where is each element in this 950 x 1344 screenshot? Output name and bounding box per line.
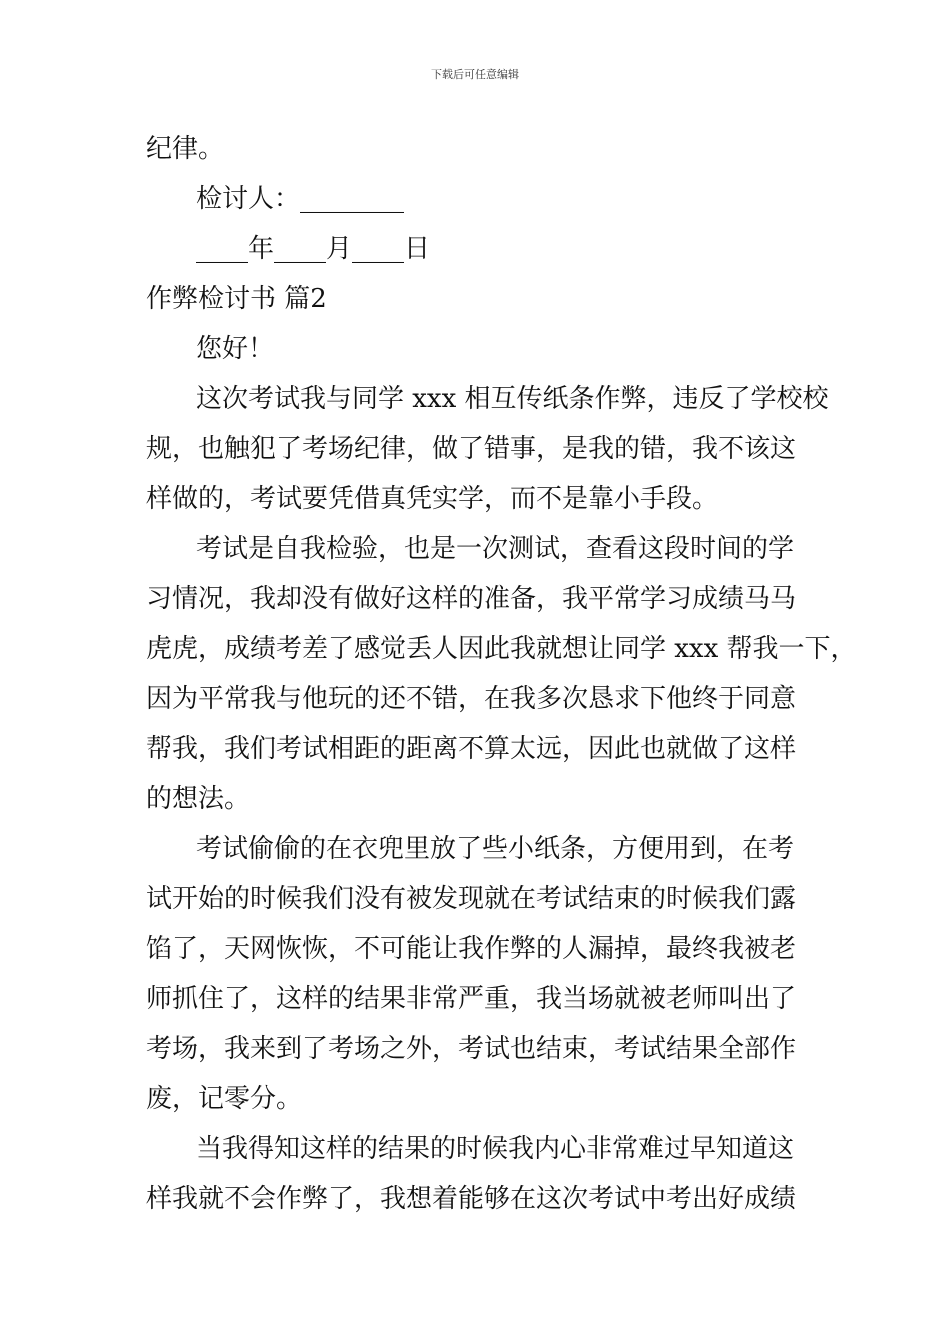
text-line: 馅了，天网恢恢，不可能让我作弊的人漏掉，最终我被老 [146,934,797,964]
text-line: 当我得知这样的结果的时候我内心非常难过早知道这 [196,1134,795,1164]
text-line: 习情况，我却没有做好这样的准备，我平常学习成绩马马 [146,584,797,614]
text-line: 的想法。 [146,784,251,814]
page-header-note: 下载后可任意编辑 [431,68,519,81]
text-line: 规，也触犯了考场纪律，做了错事，是我的错，我不该这 [146,434,797,464]
text-line: 废，记零分。 [146,1084,303,1114]
text-line: 师抓住了，这样的结果非常严重，我当场就被老师叫出了 [146,984,797,1014]
greeting: 您好！ [196,334,275,364]
text-line: 试开始的时候我们没有被发现就在考试结束的时候我们露 [146,884,797,914]
text-line: 考试偷偷的在衣兜里放了些小纸条，方便用到，在考 [196,834,795,864]
text-line: 纪律。 [146,134,225,164]
text-line: 样我就不会作弊了，我想着能够在这次考试中考出好成绩 [146,1184,797,1214]
text-line: 因为平常我与他玩的还不错，在我多次恳求下他终于同意 [146,684,797,714]
text-line: 帮我，我们考试相距的距离不算太远，因此也就做了这样 [146,734,797,764]
text-line: 考试是自我检验，也是一次测试，查看这段时间的学 [196,534,795,564]
date-line: ____年____月____日 [196,234,431,264]
text-line: 样做的，考试要凭借真凭实学，而不是靠小手段。 [146,484,719,514]
text-line: 考场，我来到了考场之外，考试也结束，考试结果全部作 [146,1034,797,1064]
signature-line: 检讨人：________ [196,184,405,214]
text-line: 这次考试我与同学 xxx 相互传纸条作弊，违反了学校校 [196,384,829,414]
section-title: 作弊检讨书 篇2 [146,284,327,314]
text-line: 虎虎，成绩考差了感觉丢人因此我就想让同学 xxx 帮我一下， [146,634,857,664]
